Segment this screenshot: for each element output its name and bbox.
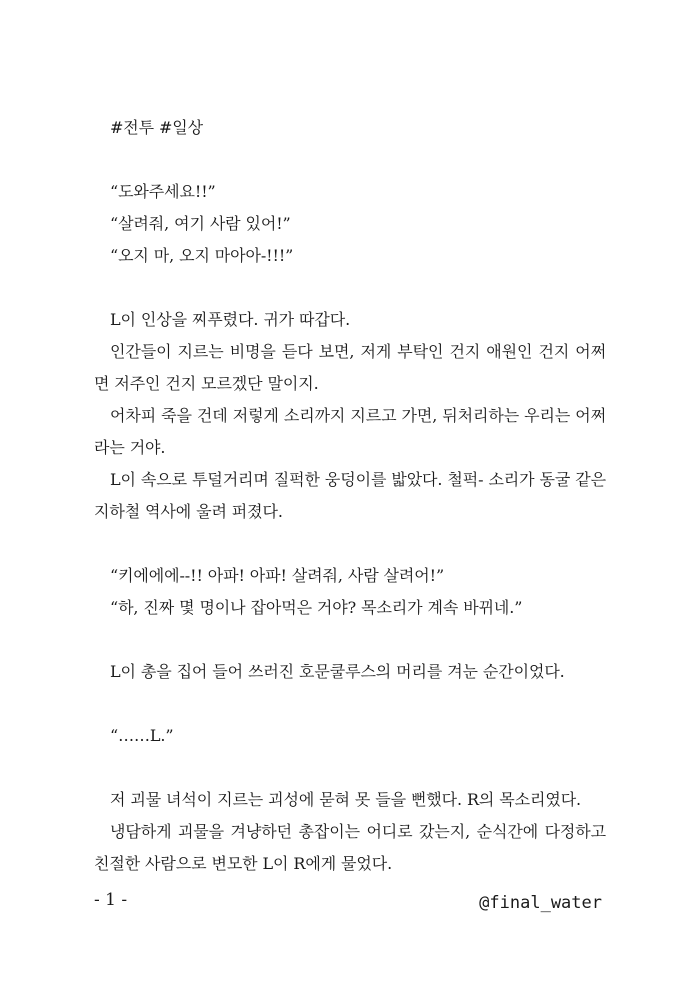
- dialogue-line: “……L.”: [110, 726, 174, 745]
- dialogue-line: “하, 진짜 몇 명이나 잡아먹은 거야? 목소리가 계속 바뀌네.”: [110, 598, 523, 617]
- narration-paragraph: L이 속으로 투덜거리며 질퍽한 웅덩이를 밟았다. 철퍽- 소리가 동굴 같은 지하철 역사에 울려 퍼졌다.: [94, 470, 606, 521]
- dialogue-line: “도와주세요!!”: [110, 182, 216, 201]
- author-handle: @final_water: [479, 893, 602, 913]
- paragraph-gap: [94, 144, 606, 176]
- dialogue-line: “키에에에--!! 아파! 아파! 살려줘, 사람 살려어!”: [110, 566, 445, 585]
- paragraph-gap: [94, 688, 606, 720]
- paragraph-gap: [94, 624, 606, 656]
- narration-paragraph: L이 총을 집어 들어 쓰러진 호문쿨루스의 머리를 겨눈 순간이었다.: [110, 662, 565, 681]
- paragraph-gap: [94, 528, 606, 560]
- document-body: [94, 112, 606, 880]
- dialogue-line: “오지 마, 오지 마아아-!!!”: [110, 246, 294, 265]
- narration-paragraph: 저 괴물 녀석이 지르는 괴성에 묻혀 못 들을 뻔했다. R의 목소리였다.: [110, 790, 582, 809]
- narration-paragraph: 냉담하게 괴물을 겨냥하던 총잡이는 어디로 갔는지, 순식간에 다정하고 친절한 사람으로 변모한 L이 R에게 물었다.: [94, 822, 606, 873]
- narration-paragraph: 어차피 죽을 건데 저렇게 소리까지 지르고 가면, 뒤처리하는 우리는 어쩌라는 거야.: [94, 406, 606, 457]
- dialogue-line: “살려줘, 여기 사람 있어!”: [110, 214, 291, 233]
- paragraph-gap: [94, 272, 606, 304]
- page-number: - 1 -: [94, 890, 128, 910]
- tags-line: #전투 #일상: [110, 118, 204, 137]
- paragraph-gap: [94, 752, 606, 784]
- narration-paragraph: 인간들이 지르는 비명을 듣다 보면, 저게 부탁인 건지 애원인 건지 어쩌면 저주인 건지 모르겠단 말이지.: [94, 342, 606, 393]
- narration-paragraph: L이 인상을 찌푸렸다. 귀가 따갑다.: [110, 310, 351, 329]
